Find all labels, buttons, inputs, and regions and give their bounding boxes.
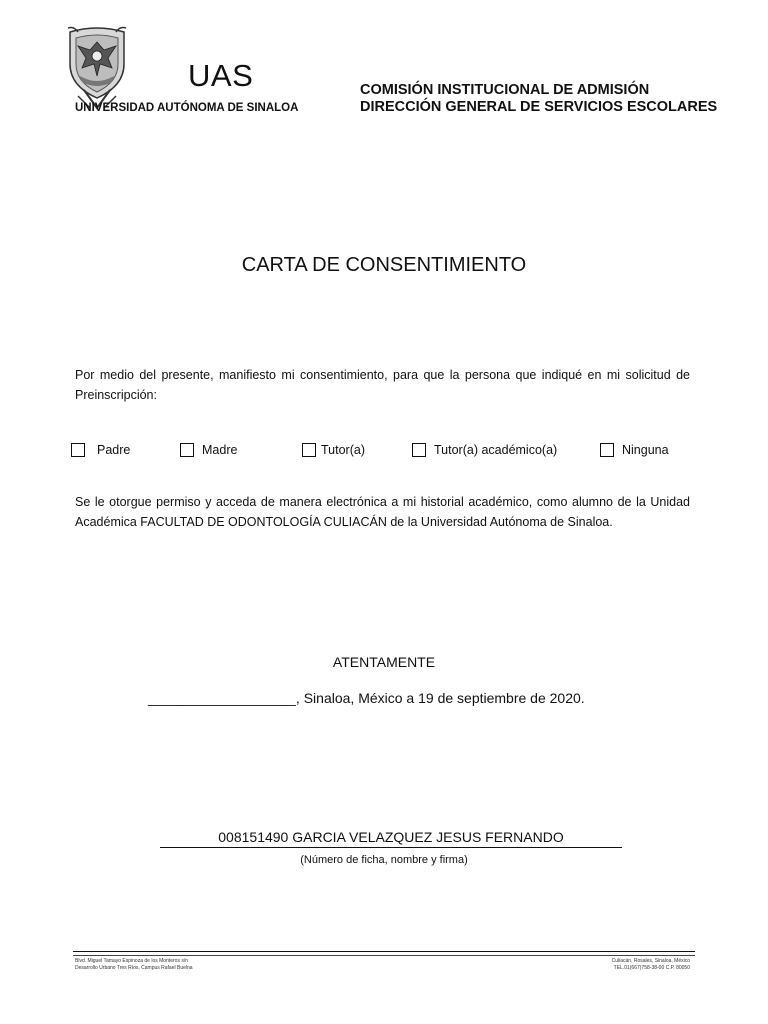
university-acronym: UAS bbox=[188, 58, 254, 93]
signature-caption: (Número de ficha, nombre y firma) bbox=[300, 854, 468, 866]
madre-checkbox[interactable] bbox=[180, 443, 194, 457]
footer-divider bbox=[73, 951, 695, 952]
footer-address bbox=[75, 958, 193, 972]
padre-checkbox[interactable] bbox=[71, 443, 85, 457]
footer-address-line-1: Blvd. Miguel Tamayo Espinoza de los Monteros s/n bbox=[75, 958, 189, 964]
madre-label: Madre bbox=[202, 443, 238, 457]
ninguna-label: Ninguna bbox=[622, 443, 669, 457]
commission-heading: COMISIÓN INSTITUCIONAL DE ADMISIÓN bbox=[360, 82, 650, 98]
footer-address-line-2: Desarrollo Urbano Tres Ríos, Campus Rafael Buelna bbox=[75, 965, 193, 971]
tutor-label: Tutor(a) bbox=[321, 443, 365, 457]
closing-text: ATENTAMENTE bbox=[332, 654, 436, 670]
option-tutor-academico[interactable] bbox=[412, 441, 557, 459]
footer-divider-thin bbox=[73, 955, 695, 956]
permission-paragraph: Se le otorgue permiso y acceda de manera electrónica a mi historial académico, como alumno de la Unidad Académica FACULTAD DE ODONTOLOGÍA CULIACÁN de la Universidad Autónoma de Sinaloa. bbox=[75, 495, 690, 529]
tutor-checkbox[interactable] bbox=[302, 443, 316, 457]
option-madre[interactable] bbox=[180, 441, 237, 459]
place-date-line: ___________________, Sinaloa, México a 19 de septiembre de 2020. bbox=[148, 690, 585, 706]
footer-contact bbox=[612, 958, 690, 972]
tutor-academico-label: Tutor(a) académico(a) bbox=[434, 443, 558, 457]
option-padre[interactable] bbox=[71, 441, 130, 459]
intro-paragraph: Por medio del presente, manifiesto mi consentimiento, para que la persona que indiqué en mi solicitud de Preinscripción: bbox=[75, 368, 690, 402]
option-ninguna[interactable] bbox=[600, 441, 669, 459]
tutor-academico-checkbox[interactable] bbox=[412, 443, 426, 457]
signature-line: 008151490 GARCIA VELAZQUEZ JESUS FERNANDO bbox=[160, 829, 622, 848]
footer-contact-line-2: TEL.01(667)758-38-00 C.P. 80050 bbox=[613, 965, 690, 971]
document-title: CARTA DE CONSENTIMIENTO bbox=[241, 254, 527, 276]
university-name: UNIVERSIDAD AUTÓNOMA DE SINALOA bbox=[75, 102, 299, 114]
option-tutor[interactable] bbox=[302, 441, 365, 459]
ninguna-checkbox[interactable] bbox=[600, 443, 614, 457]
direction-heading: DIRECCIÓN GENERAL DE SERVICIOS ESCOLARES bbox=[360, 99, 718, 115]
uas-crest-icon bbox=[64, 24, 130, 114]
padre-label: Padre bbox=[97, 443, 131, 457]
footer-contact-line-1: Culiacán, Rosales, Sinaloa, México bbox=[611, 958, 690, 964]
